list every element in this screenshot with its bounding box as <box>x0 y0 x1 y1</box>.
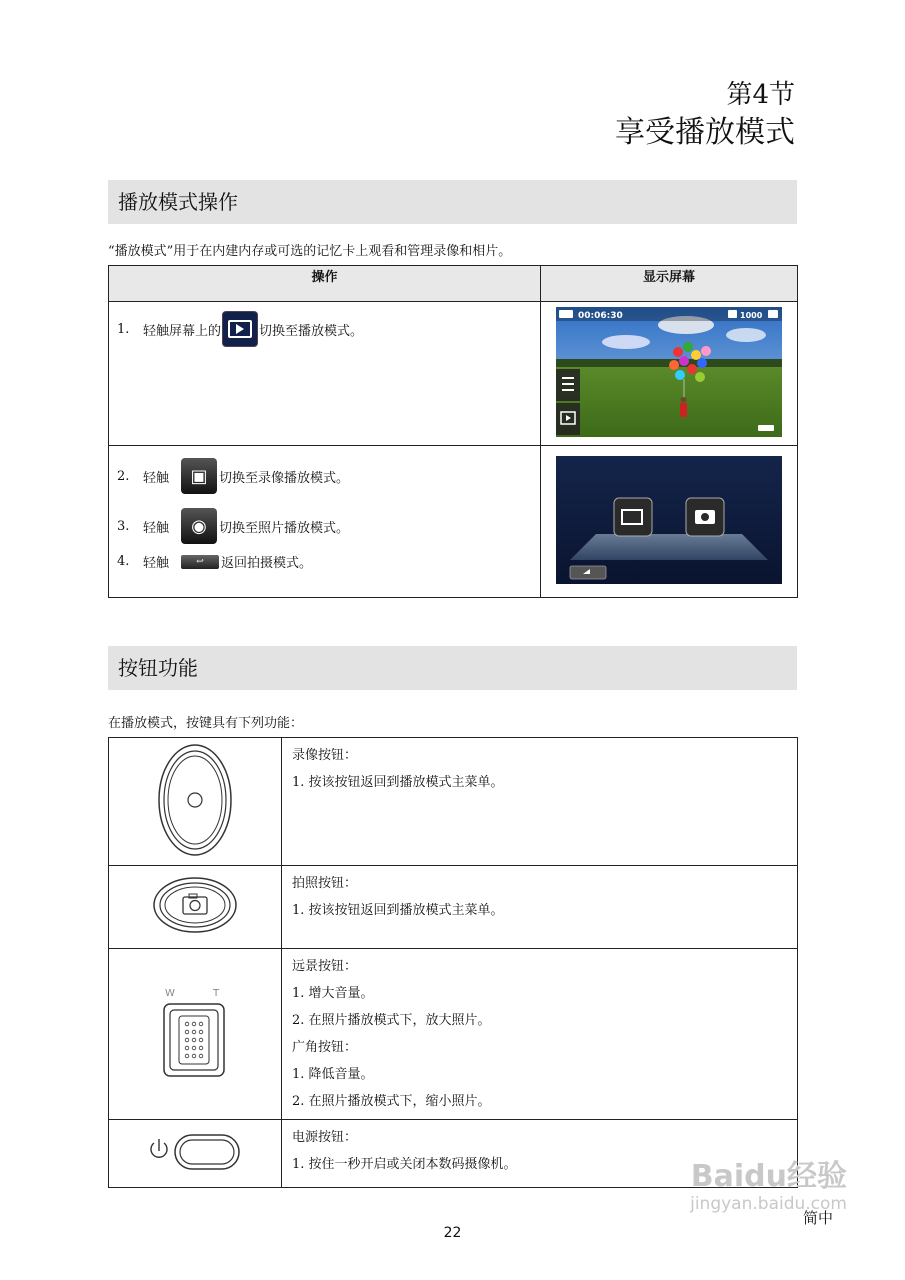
screen-timecode: 00:06:30 <box>578 310 623 321</box>
record-button-illustration <box>109 738 282 866</box>
photo-button-description: 拍照按钮： 1. 按该按钮返回到播放模式主菜单。 <box>282 866 798 949</box>
photo-button-icon <box>150 875 240 935</box>
playback-operation-table <box>108 265 798 598</box>
zoom-w-label: W <box>165 988 175 999</box>
playback-screen-photo <box>556 307 782 437</box>
chapter-number: 第4节 <box>726 80 795 110</box>
camera-icon: ◉ <box>181 508 217 544</box>
zoom-button-description: 远景按钮： 1. 增大音量。 2. 在照片播放模式下，放大照片。 广角按钮： 1. 降低音量。 2. 在照片播放模式下，缩小照片。 <box>282 949 798 1120</box>
power-button-icon <box>145 1130 245 1174</box>
record-button-description: 录像按钮： 1. 按该按钮返回到播放模式主菜单。 <box>282 738 798 866</box>
baidu-watermark: Baidu经验 jingyan.baidu.com <box>690 1159 847 1214</box>
screen-counter: 1000 <box>740 310 763 320</box>
power-icon <box>151 1139 167 1157</box>
zoom-button-illustration <box>109 949 282 1120</box>
power-button-description: 电源按钮： 1. 按住一秒开启或关闭本数码摄像机。 <box>282 1120 798 1188</box>
screen-cell-1 <box>541 302 798 446</box>
video-mode-icon: ▣ <box>181 458 217 494</box>
col-header-display: 显示屏幕 <box>541 266 798 302</box>
chapter-title: 享受播放模式 <box>615 115 795 150</box>
operation-cell-2: 2. 轻触 ▣ 切换至录像播放模式。 3. 轻触 ◉ 切换至照片播放模式。 4. 轻触 ↩ 返回拍摄模式。 <box>109 446 541 598</box>
video-mode-tile[interactable] <box>614 498 652 536</box>
section-heading-buttons: 按钮功能 <box>108 646 797 690</box>
button-function-table <box>108 737 798 1188</box>
section-heading-playback: 播放模式操作 <box>108 180 797 224</box>
chapter-heading <box>615 78 795 154</box>
zoom-button-icon <box>150 982 240 1082</box>
back-icon: ↩ <box>181 555 219 569</box>
section-intro-playback: “播放模式”用于在内建内存或可选的记忆卡上观看和管理录像和相片。 <box>108 244 512 259</box>
battery-icon <box>758 425 774 431</box>
power-button-illustration <box>109 1120 282 1188</box>
col-header-operation: 操作 <box>109 266 541 302</box>
photo-button-illustration <box>109 866 282 949</box>
mode-select-screen <box>556 456 782 584</box>
zoom-t-label: T <box>213 988 220 999</box>
language-label: 简中 <box>802 1209 833 1227</box>
playback-mode-icon <box>223 312 257 346</box>
record-button-icon <box>155 742 235 858</box>
page-number: 22 <box>443 1225 462 1241</box>
operation-cell-1: 1. 轻触屏幕上的 切换至播放模式。 <box>109 302 541 446</box>
screen-cell-2 <box>541 446 798 598</box>
section-intro-buttons: 在播放模式，按键具有下列功能： <box>108 716 304 731</box>
